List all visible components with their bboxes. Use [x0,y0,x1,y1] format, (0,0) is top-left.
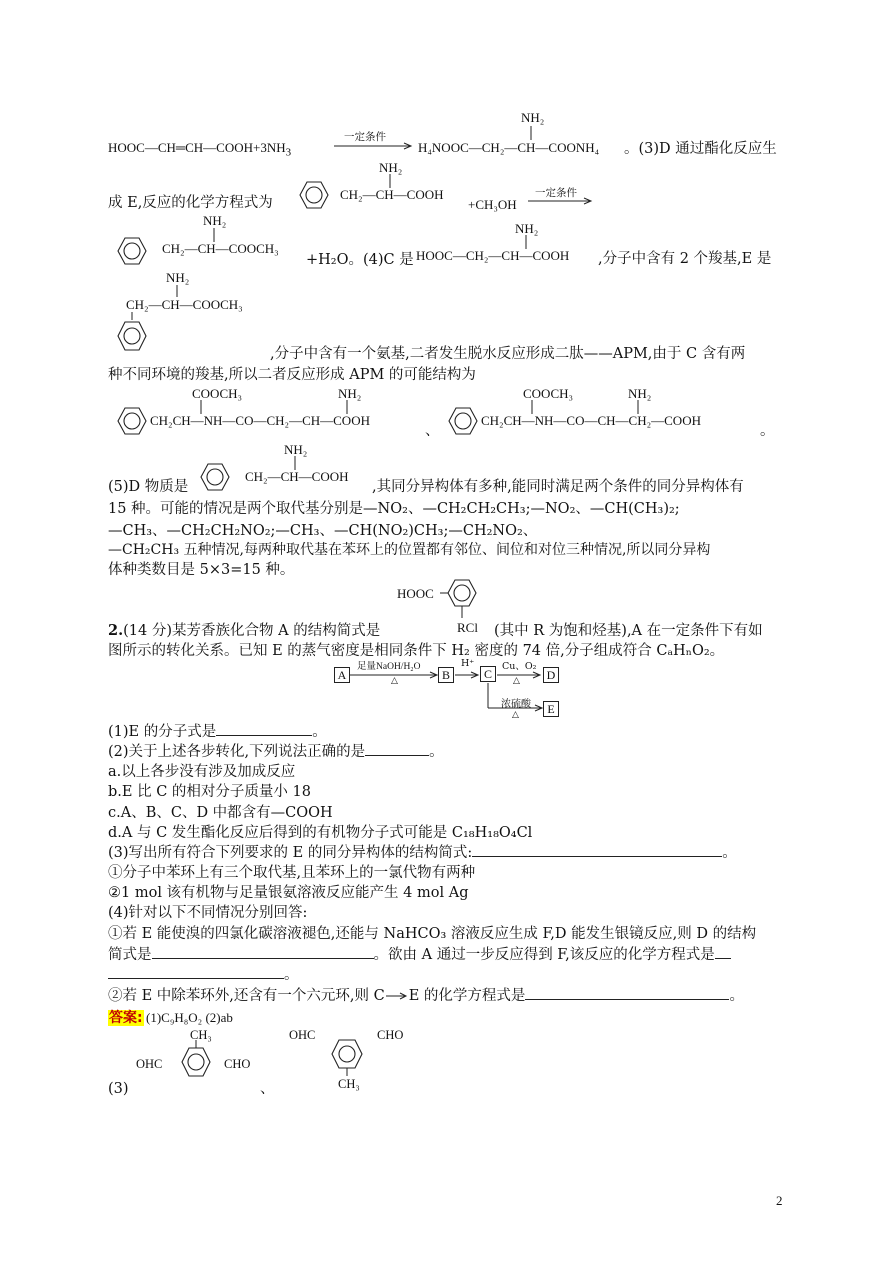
delta-3: △ [512,710,519,720]
arrow-c-d [497,674,543,682]
line4-bond [176,285,180,297]
node-b: B [438,667,454,683]
eq1-nh2: NH₂ [521,110,545,125]
node-c: C [480,666,496,682]
arrow-icon [385,992,409,1000]
answer-blank[interactable] [525,987,729,1000]
answer-blank[interactable] [152,946,374,959]
answer-tag: 答案: [109,1010,143,1026]
apm1-top2: NH₂ [338,386,362,401]
line2-lead: 成 E,反应的化学方程式为 [108,195,273,211]
line3-nh2: NH₂ [203,213,227,228]
cond-naoh: 足量NaOH/H₂O [357,662,421,672]
line4-nh2: NH₂ [166,270,190,285]
apm-end: 。 [760,423,775,439]
p5-line2: 15 种。可能的情况是两个取代基分别是—NO₂、—CH₂CH₂CH₃;—NO₂、—CH(CH₃)₂; [108,501,680,517]
cond-h: H⁺ [461,658,475,669]
eq1-condition: 一定条件 [344,131,386,143]
s1-left: OHC [136,1057,163,1071]
benzene-icon [160,1040,230,1090]
option-a: a.以上各步没有涉及加成反应 [108,764,296,780]
answer-blank[interactable] [472,844,722,857]
apm-separator: 、 [425,423,440,439]
q2-sub4a-line1: ①若 E 能使溴的四氯化碳溶液褪色,还能与 NaHCO₃ 溶液反应生成 F,D 能发生银镜反应,则 D 的结构 [108,926,757,942]
apm1-chain: CH₂CH—NH—CO—CH₂—CH—COOH [150,413,370,428]
q2-hooc: HOOC [397,586,434,601]
answer-blank[interactable] [365,743,429,756]
option-c: c.A、B、C、D 中都含有—COOH [108,805,333,821]
answer-label-3: (3) [108,1081,129,1097]
q2-sub4a-line2: 简式是 。欲由 A 通过一步反应得到 F,该反应的化学方程式是 [108,946,731,964]
benzene-icon [110,232,156,270]
apm2-bonds [531,400,651,414]
p5-tail: ,其同分异构体有多种,能同时满足两个条件的同分异构体有 [372,479,744,495]
answer-text: (1)C₉H₈O₂ (2)ab [146,1010,233,1025]
delta-2: △ [513,676,520,686]
line4-chain: CH₂—CH—COOCH₃ [126,297,243,312]
line2-plus: +CH₃OH [468,197,517,212]
node-e: E [543,701,559,717]
p5-bond [294,456,298,470]
eq1-product: H₄NOOC—CH₂—CH—COONH₄ [418,140,600,155]
p5-line3: —CH₃、—CH₂CH₂NO₂;—CH₃、—CH(NO₂)CH₃;—CH₂NO₂、 [108,523,538,539]
delta-1: △ [391,676,398,686]
cond-cu: Cu、O₂ [502,661,537,672]
line3-bond [213,228,217,242]
benzene-icon [195,458,241,496]
benzene-icon [428,574,494,624]
apm2-top1: COOCH₃ [523,386,574,401]
option-d: d.A 与 C 发生酯化反应后得到的有机物分子式可能是 C₁₈H₁₈O₄Cl [108,825,533,841]
para1-line2: 种不同环境的羧基,所以二者反应形成 APM 的可能结构为 [108,367,476,383]
s2-ch3: CH₃ [338,1077,360,1091]
line3-tail: ,分子中含有 2 个羧基,E 是 [598,251,772,267]
line2-nh2: NH₂ [379,160,403,175]
q2-line1-tail: (其中 R 为饱和烃基),A 在一定条件下有如 [494,623,763,639]
line3-c-nh2: NH₂ [515,221,539,236]
apm1-top1: COOCH₃ [192,386,243,401]
line3-chain: CH₂—CH—COOCH₃ [162,241,279,256]
q2-sub3: (3)写出所有符合下列要求的 E 的同分异构体的结构简式: 。 [108,845,737,861]
q2-sub1: (1)E 的分子式是 。 [108,724,327,740]
requirement-2: ②1 mol 该有机物与足量银氨溶液反应能产生 4 mol Ag [108,885,469,901]
para1-line1: ,分子中含有一个氨基,二者发生脱水反应形成二肽——APM,由于 C 含有两 [270,346,746,362]
apm2-chain: CH₂CH—NH—CO—CH—CH₂—COOH [481,413,701,428]
p5-nh2: NH₂ [284,442,308,457]
answer-blank[interactable] [108,966,284,979]
p5-line4: —CH₂CH₃ 五种情况,每两种取代基在苯环上的位置都有邻位、间位和对位三种情况,所以同分异构 [108,542,711,558]
answer-separator: 、 [260,1081,275,1097]
eq1-reactants: $HOOC—CH═CH—COOH+3NH_3$ [108,140,292,159]
p5-chain: CH₂—CH—COOH [245,469,349,484]
s1-right: CHO [224,1057,251,1071]
arrow-b-c [455,674,481,682]
s1-ch3: CH₃ [190,1028,212,1042]
node-d: D [543,667,559,683]
s2-left: OHC [289,1028,316,1042]
q2-sub4a-line3: 。 [108,966,299,984]
cond-h2so4: 浓硫酸 [501,699,531,710]
q2-sub2: (2)关于上述各步转化,下列说法正确的是 。 [108,744,444,760]
eq1-tail: 。(3)D 通过酯化反应生 [624,141,777,157]
s2-right: CHO [377,1028,404,1042]
node-a: A [334,667,350,683]
page-number: 2 [776,1193,783,1208]
line2-condition: 一定条件 [535,187,577,199]
eq1-bond [530,126,534,140]
apm2-top2: NH₂ [628,386,652,401]
line3-c-chain: HOOC—CH₂—CH—COOH [416,248,570,263]
requirement-1: ①分子中苯环上有三个取代基,且苯环上的一氯代物有两种 [108,865,476,881]
p5-lead: (5)D 物质是 [108,479,189,495]
answer-blank[interactable] [216,723,312,736]
q2-line1: 2.(14 分)某芳香族化合物 A 的结构简式是 [108,622,381,639]
option-b: b.E 比 C 的相对分子质量小 18 [108,784,311,800]
line3-c-bond [525,235,529,249]
line2-bond [389,174,393,188]
p5-line5: 体种类数目是 5×3=15 种。 [108,562,295,578]
answer-blank[interactable] [715,946,731,959]
eq1-arrow [334,144,414,152]
q2-sub4: (4)针对以下不同情况分别回答: [108,905,308,921]
q2-rcl: RCl [457,620,478,635]
benzene-icon [290,176,336,214]
line2-arrow [528,199,594,207]
line2-chain: CH₂—CH—COOH [340,187,444,202]
benzene-icon [106,312,152,358]
line3-water: +H₂O。(4)C 是 [306,252,414,268]
apm1-bonds [200,400,360,414]
q2-sub4b: ②若 E 中除苯环外,还含有一个六元环,则 C E 的化学方程式是 。 [108,988,744,1004]
q2-line2: 图所示的转化关系。已知 E 的蒸气密度是相同条件下 H₂ 密度的 74 倍,分子组成符合 CₐHₙO₂。 [108,643,725,659]
